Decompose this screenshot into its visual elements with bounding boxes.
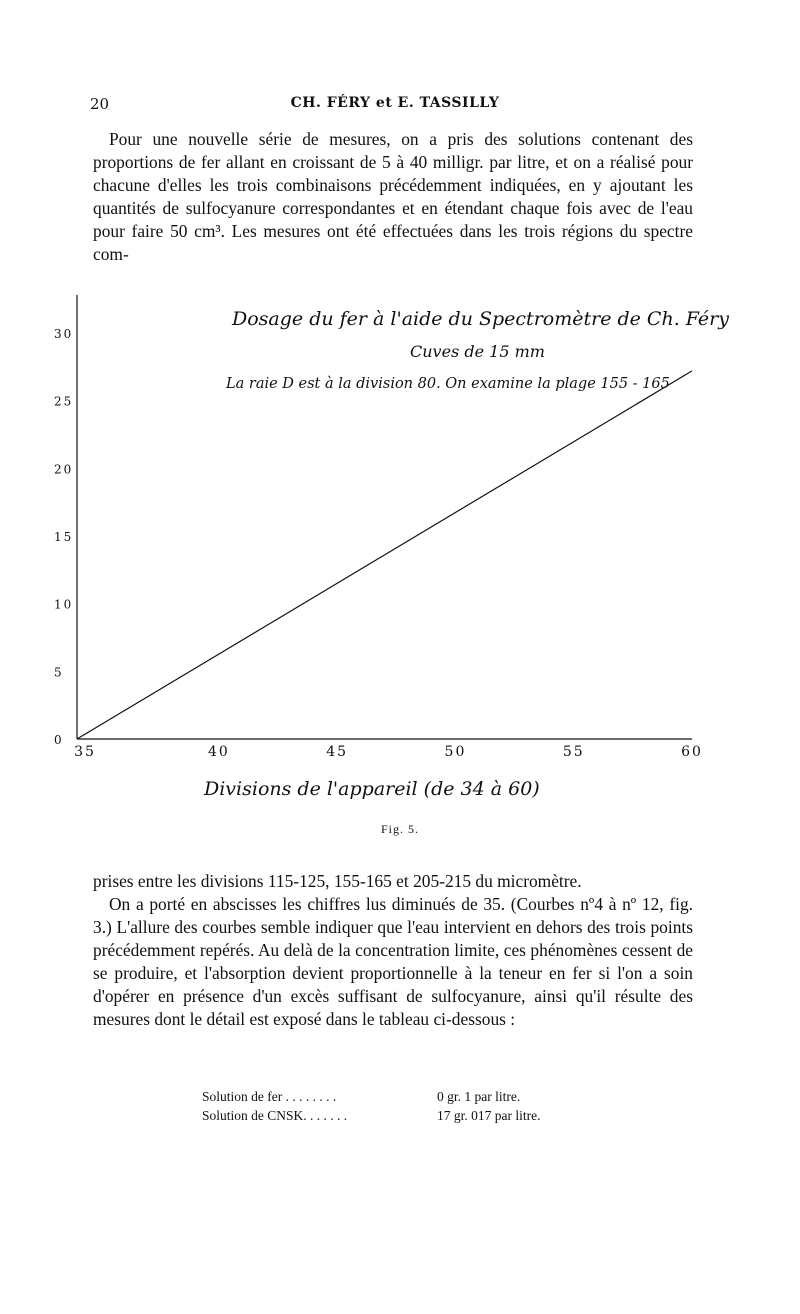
y-tick-label: 0 <box>54 733 64 747</box>
figure-5 <box>0 285 800 805</box>
table-cell-value: 0 gr. 1 par litre. <box>437 1089 521 1104</box>
table-cell-value: 17 gr. 017 par litre. <box>437 1108 541 1123</box>
series-line <box>77 371 692 739</box>
data-table <box>202 1087 622 1125</box>
x-axis-label: Divisions de l'appareil (de 34 à 60) <box>204 778 540 800</box>
y-tick-label: 10 <box>54 597 74 612</box>
table-cell-label: Solution de fer . . . . . . . . <box>202 1089 337 1104</box>
x-tick-label: 45 <box>326 744 349 760</box>
table-row <box>202 1106 622 1125</box>
chart-svg <box>0 285 800 805</box>
x-tick-label: 60 <box>681 744 703 760</box>
x-tick-label: 50 <box>444 744 467 760</box>
figure-title-line2: Cuves de 15 mm <box>410 342 545 361</box>
page-number: 20 <box>90 95 110 113</box>
y-tick-label: 25 <box>54 394 74 409</box>
paragraph-text: Pour une nouvelle série de mesures, on a pris des solutions contenant des proportions de fer allant en croissant de 5 à 40 milligr. par litre, et on a réalisé pour chacune d'elles les trois combinaisons précédemment indiquées, en y ajoutant les quantités de sulfocyanure correspondantes et en étendant chaque fois avec de l'eau pour faire 50 cm³. Les mesures ont été effectuées dans les trois régions du spectre com- <box>93 129 693 264</box>
paragraph-text-2: On a porté en abscisses les chiffres lus diminués de 35. (Courbes nº4 à nº 12, fig. 3.) L'allure des courbes semble indiquer que l'eau intervient en dehors des trois points précédemment repérés. Au delà de la concentration limite, ces phénomènes cessent de se produire, et l'absorption devient proportionnelle à la teneur en fer si l'on a soin d'opérer en présence d'un excès suffisant de sulfocyanure, ainsi qu'il résulte des mesures dont le détail est exposé dans le tableau ci-dessous : <box>93 894 693 1029</box>
x-tick-label: 35 <box>74 744 96 760</box>
figure-caption: Fig. 5. <box>380 822 419 836</box>
y-tick-label: 15 <box>54 530 74 544</box>
x-tick-label: 55 <box>562 744 585 760</box>
paragraph-text-1: prises entre les divisions 115-125, 155-165 et 205-215 du micromètre. <box>93 871 582 891</box>
figure-title-line3: La raie D est à la division 80. On examine la plage 155 - 165 <box>226 376 670 392</box>
table-row <box>202 1087 622 1106</box>
table-cell-label: Solution de CNSK. . . . . . . <box>202 1108 348 1123</box>
page-header <box>90 95 700 117</box>
x-tick-label: 40 <box>208 744 230 760</box>
y-tick-label: 30 <box>54 327 74 341</box>
y-tick-label: 5 <box>54 665 64 680</box>
paragraph-intro <box>93 128 693 266</box>
running-head: CH. FÉRY et E. TASSILLY <box>290 95 500 111</box>
figure-title-line1: Dosage du fer à l'aide du Spectromètre de Ch. Féry <box>232 308 729 330</box>
paragraph-body <box>93 870 693 1031</box>
y-tick-label: 20 <box>54 462 74 477</box>
